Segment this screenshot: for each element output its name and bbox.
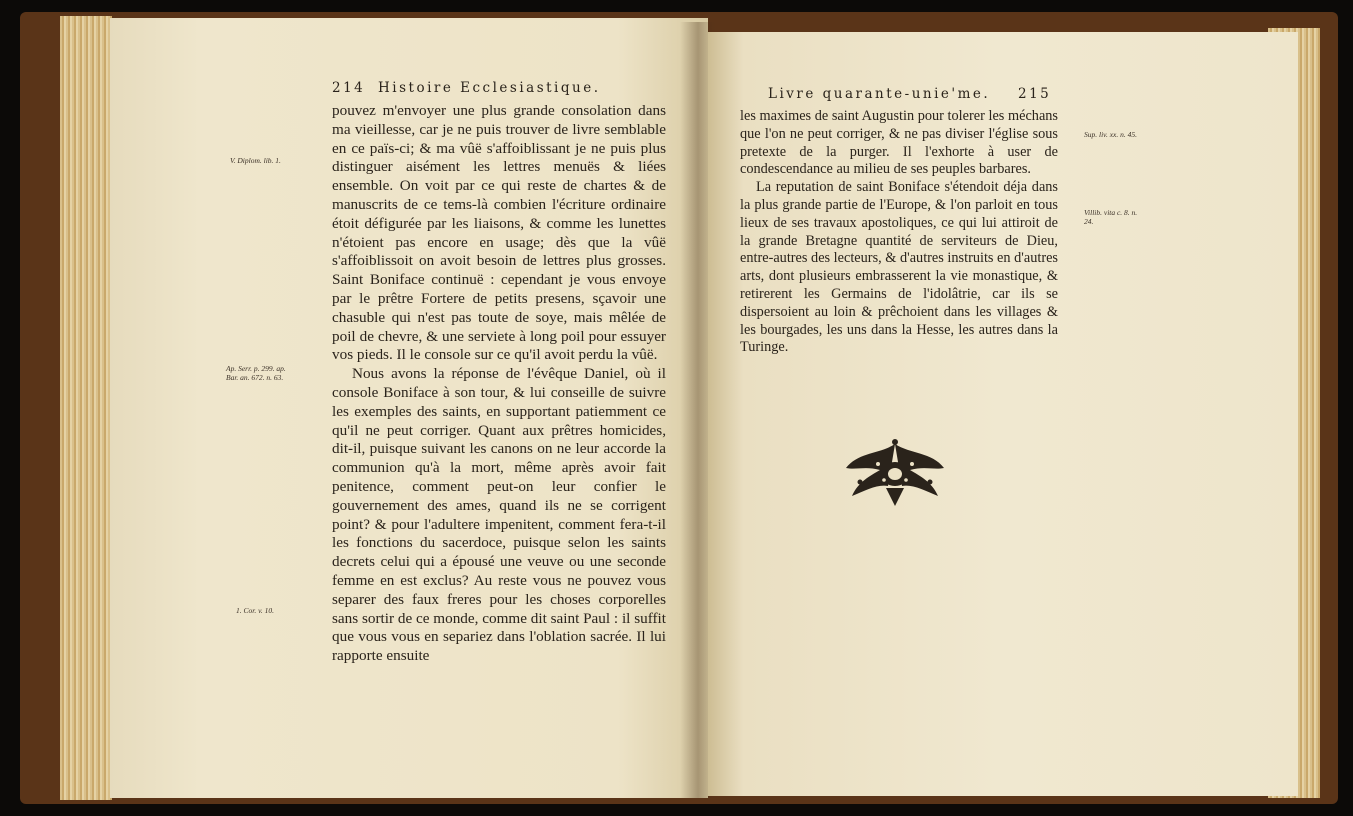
left-page-body [332,102,666,666]
tailpiece-fleuron-icon [840,438,950,508]
left-paragraph-1: pouvez m'envoyer une plus grande consolation dans ma vieillesse, car je ne puis trouver de livre semblable en ce païs-ci; & ma vûë s'affoiblissant je ne puis plus distinguer aisément les lettres menuës & liées ensemble. On voit par ce qui reste de chartes & de manuscrits de ce tems-là combien l'écriture ordinaire étoit défigurée par les liaisons, & comme les lunettes n'étoient pas encore en usage; dès que la vûë s'affoiblissoit on avoit besoin de lettres plus grosses. Saint Boniface continuë : cependant je vous envoye par le prêtre Fortere de petits presens, sçavoir une chasuble qui n'est pas toute de soye, mais mêlée de poil de chevre, & une serviete à long poil pour essuyer vos pieds. Il le console sur ce qu'il avoit perdu la vûë. [332,102,666,364]
left-margin-note-1: V. Diplom. lib. 1. [230,156,281,165]
left-paragraph-2: Nous avons la réponse de l'évêque Daniel, où il console Boniface à son tour, & lui conseille de suivre les exemples des saints, en supportant patiemment ce qu'il ne peut corriger. Quant aux prêtres homicides, dit-il, puisque suivant les canons on ne leur accorde la communion qu'à la mort, même après avoir fait penitence, comment peut-on leur confier le gouvernement des ames, quand ils ne se corrigent point? & pour l'adultere impenitent, comment fera-t-il les fonctions du sacerdoce, puisque selon les saints decrets celui qui a épousé une veuve ou une seconde femme en est exclus? Au reste vous ne pouvez vous separer des faux freres pour les choses corporelles sans sortir de ce monde, comme dit saint Paul : il suffit que vous vous en separiez dans l'oblation sacrée. Il lui rapporte ensuite [332,365,666,665]
left-page-number: 214 [332,80,366,96]
right-margin-note-1: Sup. liv. xx. n. 45. [1084,130,1137,139]
right-margin-note-2: Villib. vita c. 8. n. 24. [1084,208,1138,226]
right-paragraph-1: les maximes de saint Augustin pour tolerer les méchans que l'on ne peut corriger, & ne pas diviser l'église sous pretexte de la purger. Il l'exhorte à user de condescendance au milieu de ses peuples barbares. [740,108,1058,178]
left-running-head: Histoire Ecclesiastique. [378,80,601,96]
left-margin-note-2: Ap. Serr. p. 299. ap. Bar. an. 672. n. 63. [226,364,286,382]
left-margin-note-3: 1. Cor. v. 10. [236,606,274,615]
right-page-body [740,108,1058,357]
right-page [708,32,1298,796]
open-book [20,12,1338,804]
right-paragraph-2: La reputation de saint Boniface s'étendoit déja dans la plus grande partie de l'Europe, & l'on parloit en tous lieux de ses travaux apostoliques, ce qui lui attiroit de la grande Bretagne quantité de serviteurs de Dieu, entre-autres des lecteurs, & d'autres instruits en d'autres arts, dont plusieurs embrasserent la vie monastique, & retirerent les Germains de l'idolâtrie, car ils se dispersoient au loin & prêchoient dans les villages & les bourgades, les uns dans la Hesse, les autres dans la Turinge. [740,179,1058,356]
left-page [110,18,708,798]
left-page-edges [60,16,112,800]
right-page-number: 215 [1018,86,1052,102]
right-running-head: Livre quarante-unie'me. [768,86,991,102]
